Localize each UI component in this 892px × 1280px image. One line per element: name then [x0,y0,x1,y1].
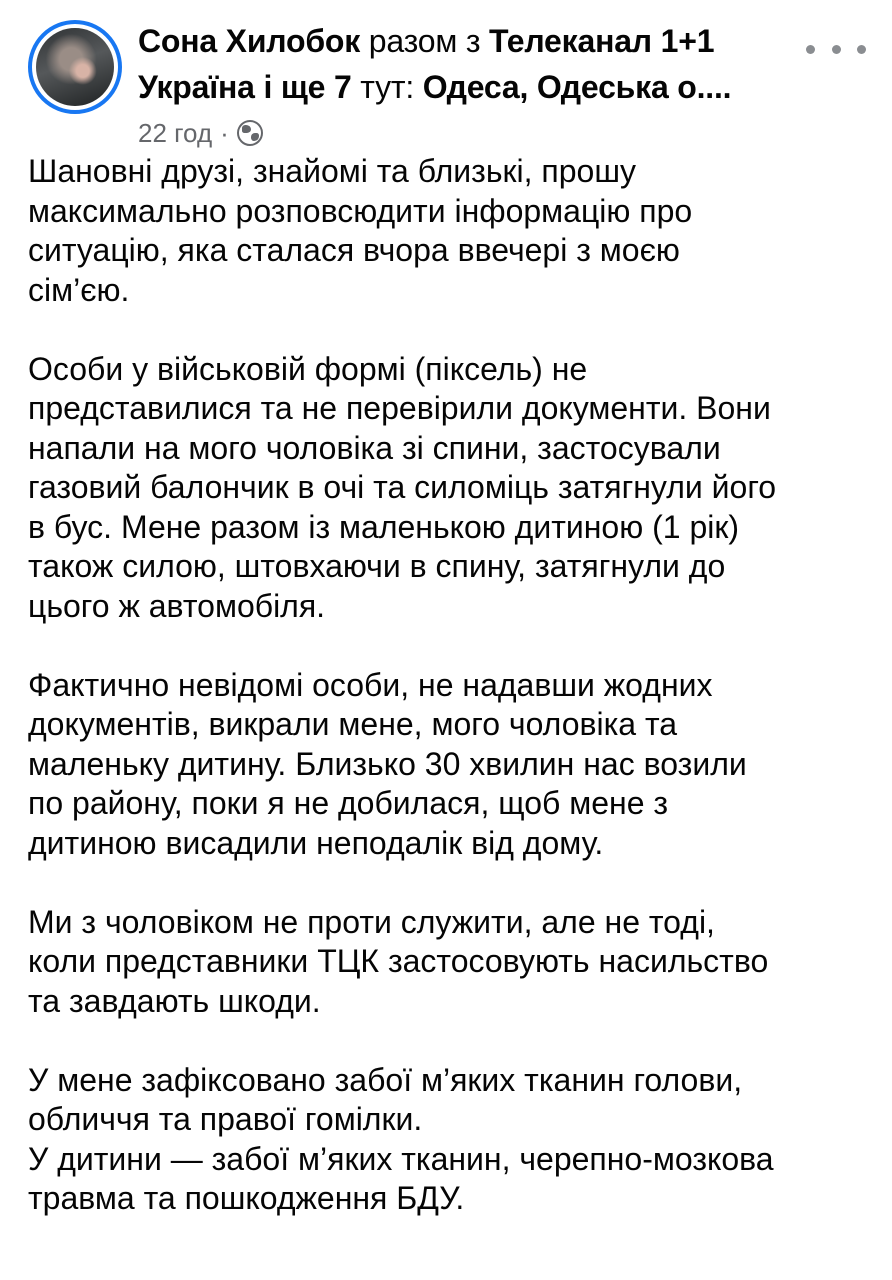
globe-icon[interactable] [237,120,263,146]
author-name[interactable]: Сона Хилобок [138,23,361,59]
text-line: цього ж автомобіля. [28,587,326,624]
text-line: також силою, штовхаючи в спину, затягнули до [28,548,726,584]
post-paragraph [28,152,878,310]
text-line: максимально розповсюдити інформацію про [28,192,693,229]
text-line: сім’єю. [28,271,130,308]
text-line: травма та пошкодження БДУ. [28,1180,465,1216]
more-dot-icon [806,45,815,54]
post-timestamp[interactable]: 22 год [138,118,213,148]
text-line: газовий балончик в очі та силоміць затягнули його [28,469,777,505]
location-link[interactable]: Одеса, Одеська о.... [422,69,732,105]
avatar[interactable] [28,20,122,114]
text-line: У дитини — забої м’яких тканин, черепно-мозкова [28,1140,774,1177]
text-line: Ми з чоловіком не проти служити, але не тоді, [28,903,715,940]
location-word: тут: [360,69,415,105]
text-line: дитиною висадили неподалік від дому. [28,824,604,861]
text-line: ситуацію, яка сталася вчора ввечері з моєю [28,232,680,268]
post-paragraph [28,666,878,864]
post-paragraph [28,903,878,1022]
post-meta [138,116,263,150]
header-line-2 [138,64,798,110]
meta-separator: · [220,118,229,148]
text-line: обличчя та правої гомілки. [28,1101,423,1137]
text-line: по району, поки я не добилася, щоб мене з [28,785,669,821]
text-line: представилися та не перевірили документи. Вони [28,390,771,426]
more-dot-icon [832,45,841,54]
text-line: Фактично невідомі особи, не надавши жодних [28,666,713,703]
and-others-link[interactable]: і ще 7 [263,69,352,105]
more-options-button[interactable] [806,34,866,64]
text-line: коли представники ТЦК застосовують насильство [28,943,769,979]
more-dot-icon [857,45,866,54]
post-body [28,152,878,1219]
post-header [28,14,868,148]
text-line: документів, викрали мене, мого чоловіка та [28,706,678,742]
post-paragraph [28,1061,878,1219]
with-word: разом з [368,23,481,59]
text-line: та завдають шкоди. [28,982,321,1019]
header-line-1 [138,18,798,64]
text-line: напали на мого чоловіка зі спини, застосували [28,429,721,466]
text-line: в бус. Мене разом із маленькою дитиною (1 рік) [28,508,740,545]
text-line: У мене зафіксовано забої м’яких тканин голови, [28,1061,743,1098]
post-paragraph [28,350,878,627]
text-line: маленьку дитину. Близько 30 хвилин нас возили [28,745,747,782]
text-line: Особи у військовій формі (піксель) не [28,350,588,387]
post-header-text [138,18,798,110]
avatar-photo [36,28,114,106]
tagged-page-link[interactable]: Телеканал 1+1 [489,23,715,59]
tagged-page-link-cont[interactable]: Україна [138,69,255,105]
text-line: Шановні друзі, знайомі та близькі, прошу [28,153,636,189]
